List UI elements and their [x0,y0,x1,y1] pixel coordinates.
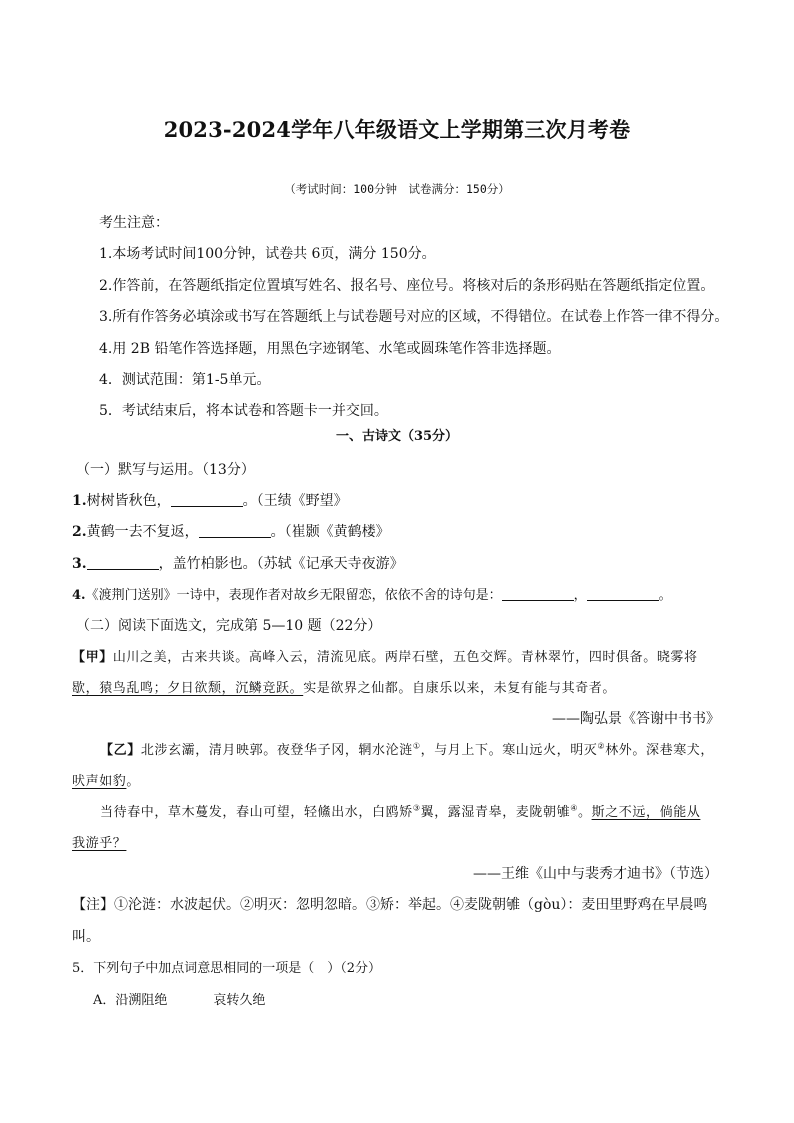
underlined-text: 斯之不远，倘能从 [591,805,701,820]
underlined-text: 我游乎？ [72,836,127,851]
option-label: A．沿溯阻绝 [93,993,168,1008]
question-number: 4. [72,588,86,603]
footnote-mark: ③ [412,803,421,813]
footnote-mark: ① [412,741,421,751]
answer-blank[interactable] [199,523,271,538]
question-text: 。（王绩《野望》 [242,493,348,509]
passage-text: 山川之美，古来共谈。高峰入云，清流见底。两岸石壁，五色交辉。青林翠竹，四时俱备。晓雾将 [112,650,698,665]
part-heading: （一）默写与运用。（13分） [76,462,255,478]
question-1 [72,490,348,510]
exam-subtitle: （考试时间：100分钟 试卷满分：150分） [284,182,510,196]
annotation-line: 【注】①沦涟：水波起伏。②明灭：忽明忽暗。③矫：举起。④麦陇朝雊（gòu）：麦田里野鸡在早晨鸣 [72,897,708,913]
page-title: 2023-2024学年八年级语文上学期第三次月考卷 [163,117,631,142]
passage-source: ——王维《山中与裴秀才迪书》（节选） [473,866,718,882]
question-5-option-a[interactable] [93,989,265,1008]
question-text: 《渡荆门送别》一诗中，表现作者对故乡无限留恋，依依不舍的诗句是： [85,588,502,603]
question-text: ，盖竹柏影也。（苏轼《记承天寺夜游》 [158,556,404,572]
passage-text: 实是欲界之仙都。自康乐以来，未复有能与其奇者。 [303,681,617,696]
passage-yi-line [100,801,700,820]
passage-jia-line [72,677,616,696]
option-text: 哀转久绝 [213,993,266,1008]
passage-text: 翼，露湿青皋，麦陇朝雊 [420,805,571,820]
footnote-mark: ④ [570,803,578,813]
passage-text: 林外。深巷寒犬， [605,743,715,758]
question-3 [72,553,404,573]
notice-heading: 考生注意： [99,215,169,231]
part-heading: （二）阅读下面选文，完成第 5—10 题（22分） [76,618,382,634]
question-number: 3. [72,556,87,572]
question-text: ， [573,588,587,603]
question-2 [72,521,390,541]
question-number: 2. [72,524,87,540]
passage-jia-line [72,646,698,665]
question-4 [72,584,672,603]
passage-text: 北涉玄灞，清月映郭。夜登华子冈，辋水沦涟 [140,743,413,758]
notice-item: 4.用 2B 铅笔作答选择题，用黑色字迹钢笔、水笔或圆珠笔作答非选择题。 [99,341,561,357]
answer-blank[interactable] [87,555,159,570]
question-number: 1. [72,493,87,509]
annotation-line: 叫。 [72,929,100,945]
underlined-text: 吠声如豹 [72,774,127,789]
question-text: 树树皆秋色， [86,493,171,509]
passage-label: 【乙】 [100,743,141,758]
notice-item: 5．考试结束后，将本试卷和答题卡一并交回。 [99,403,388,419]
passage-text: 当待春中，草木蔓发，春山可望，轻鯈出水，白鸥矫 [100,805,413,820]
answer-blank[interactable] [171,492,243,507]
question-text: 。 [658,588,672,603]
question-5-stem: 5．下列句子中加点词意思相同的一项是（ ）（2分） [72,961,382,976]
notice-item: 2.作答前，在答题纸指定位置填写姓名、报名号、座位号。将核对后的条形码贴在答题纸指定位置。 [99,278,715,294]
passage-text: 。 [577,805,592,820]
passage-yi-line [72,770,140,789]
answer-blank[interactable] [587,586,659,601]
footnote-mark: ② [597,741,606,751]
question-text: 。（崔颢《黄鹤楼》 [270,524,390,540]
passage-label: 【甲】 [72,650,113,665]
passage-text: 。 [126,774,141,789]
underlined-text: 歇，猿鸟乱鸣；夕日欲颓，沉鳞竞跃。 [72,681,304,696]
passage-source: ——陶弘景《答谢中书书》 [552,711,720,727]
notice-item: 1.本场考试时间100分钟，试卷共 6页，满分 150分。 [99,246,436,262]
notice-item: 4．测试范围：第1-5单元。 [99,372,271,388]
section-heading: 一、古诗文（35分） [335,429,459,444]
question-text: 黄鹤一去不复返， [86,524,199,540]
notice-item: 3.所有作答务必填涂或书写在答题纸上与试卷题号对应的区域，不得错位。在试卷上作答一律不得分。 [99,309,729,325]
answer-blank[interactable] [502,586,574,601]
passage-yi-line [72,832,126,851]
passage-yi-line [100,739,714,758]
passage-text: ，与月上下。寒山远火，明灭 [420,743,598,758]
